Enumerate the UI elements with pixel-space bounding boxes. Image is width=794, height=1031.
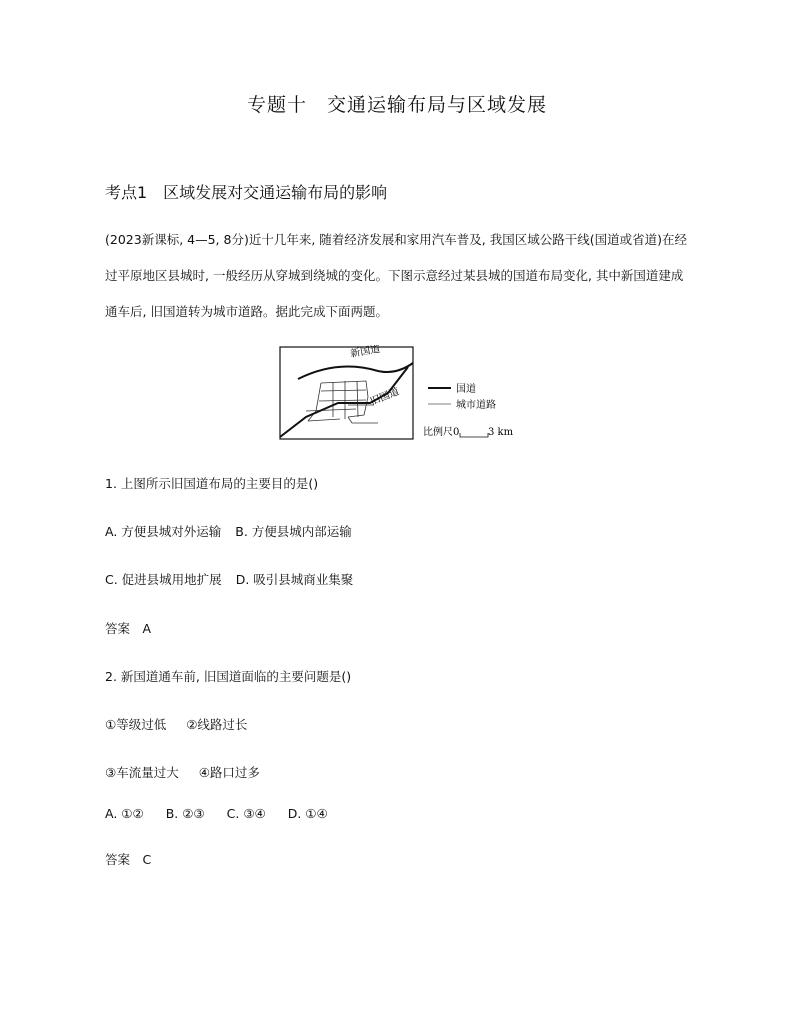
q2-statement-2: ②线路过长 — [186, 717, 248, 732]
map-figure — [278, 345, 518, 445]
new-road-label: 新国道 — [349, 345, 382, 360]
scale-value: 3 km — [488, 427, 514, 438]
question-2-statements-row-1 — [105, 715, 247, 733]
question-1-answer: 答案 A — [105, 621, 152, 636]
question-2-answer: 答案 C — [105, 852, 152, 867]
scale-bar — [460, 433, 488, 437]
old-road-label: 旧国道 — [369, 386, 401, 408]
q1-option-c[interactable]: C. 促进县城用地扩展 — [105, 572, 222, 587]
intro-paragraph: (2023新课标, 4—5, 8分)近十几年来, 随着经济发展和家用汽车普及, 我国区域公路干线(国道或省道)在经过平原地区县城时, 一般经历从穿城到绕城的变化。下图示意经过某县城的国道布局变化, 其中新国道建成通车后, 旧国道转为城市道路。据此完成下面两题。 — [105, 232, 687, 319]
question-2-options — [105, 806, 328, 821]
section-heading: 考点1 区域发展对交通运输布局的影响 — [105, 183, 388, 202]
q1-option-a[interactable]: A. 方便县城对外运输 — [105, 524, 222, 539]
page-title: 专题十 交通运输布局与区域发展 — [246, 94, 547, 116]
question-1-options-row-1 — [105, 522, 352, 540]
question-1-options-row-2 — [105, 570, 353, 588]
q2-statement-4: ④路口过多 — [198, 765, 260, 780]
q1-option-d[interactable]: D. 吸引县城商业集聚 — [235, 572, 354, 587]
scale-zero: 0 — [453, 427, 460, 438]
q2-option-c[interactable]: C. ③④ — [226, 806, 266, 821]
county-road-map — [278, 345, 518, 445]
question-1-stem: 1. 上图所示旧国道布局的主要目的是() — [105, 476, 319, 491]
legend-national: 国道 — [456, 384, 476, 395]
q2-option-b[interactable]: B. ②③ — [165, 806, 205, 821]
q2-option-d[interactable]: D. ①④ — [287, 806, 328, 821]
question-2-stem: 2. 新国道通车前, 旧国道面临的主要问题是() — [105, 669, 352, 684]
legend-city: 城市道路 — [456, 400, 496, 411]
q2-option-a[interactable]: A. ①② — [105, 806, 144, 821]
new-national-road — [298, 363, 413, 379]
q2-statement-3: ③车流量过大 — [105, 765, 179, 780]
q2-statement-1: ①等级过低 — [105, 717, 167, 732]
question-2-statements-row-2 — [105, 763, 260, 781]
q1-option-b[interactable]: B. 方便县城内部运输 — [235, 524, 352, 539]
scale-prefix: 比例尺 — [423, 427, 453, 438]
